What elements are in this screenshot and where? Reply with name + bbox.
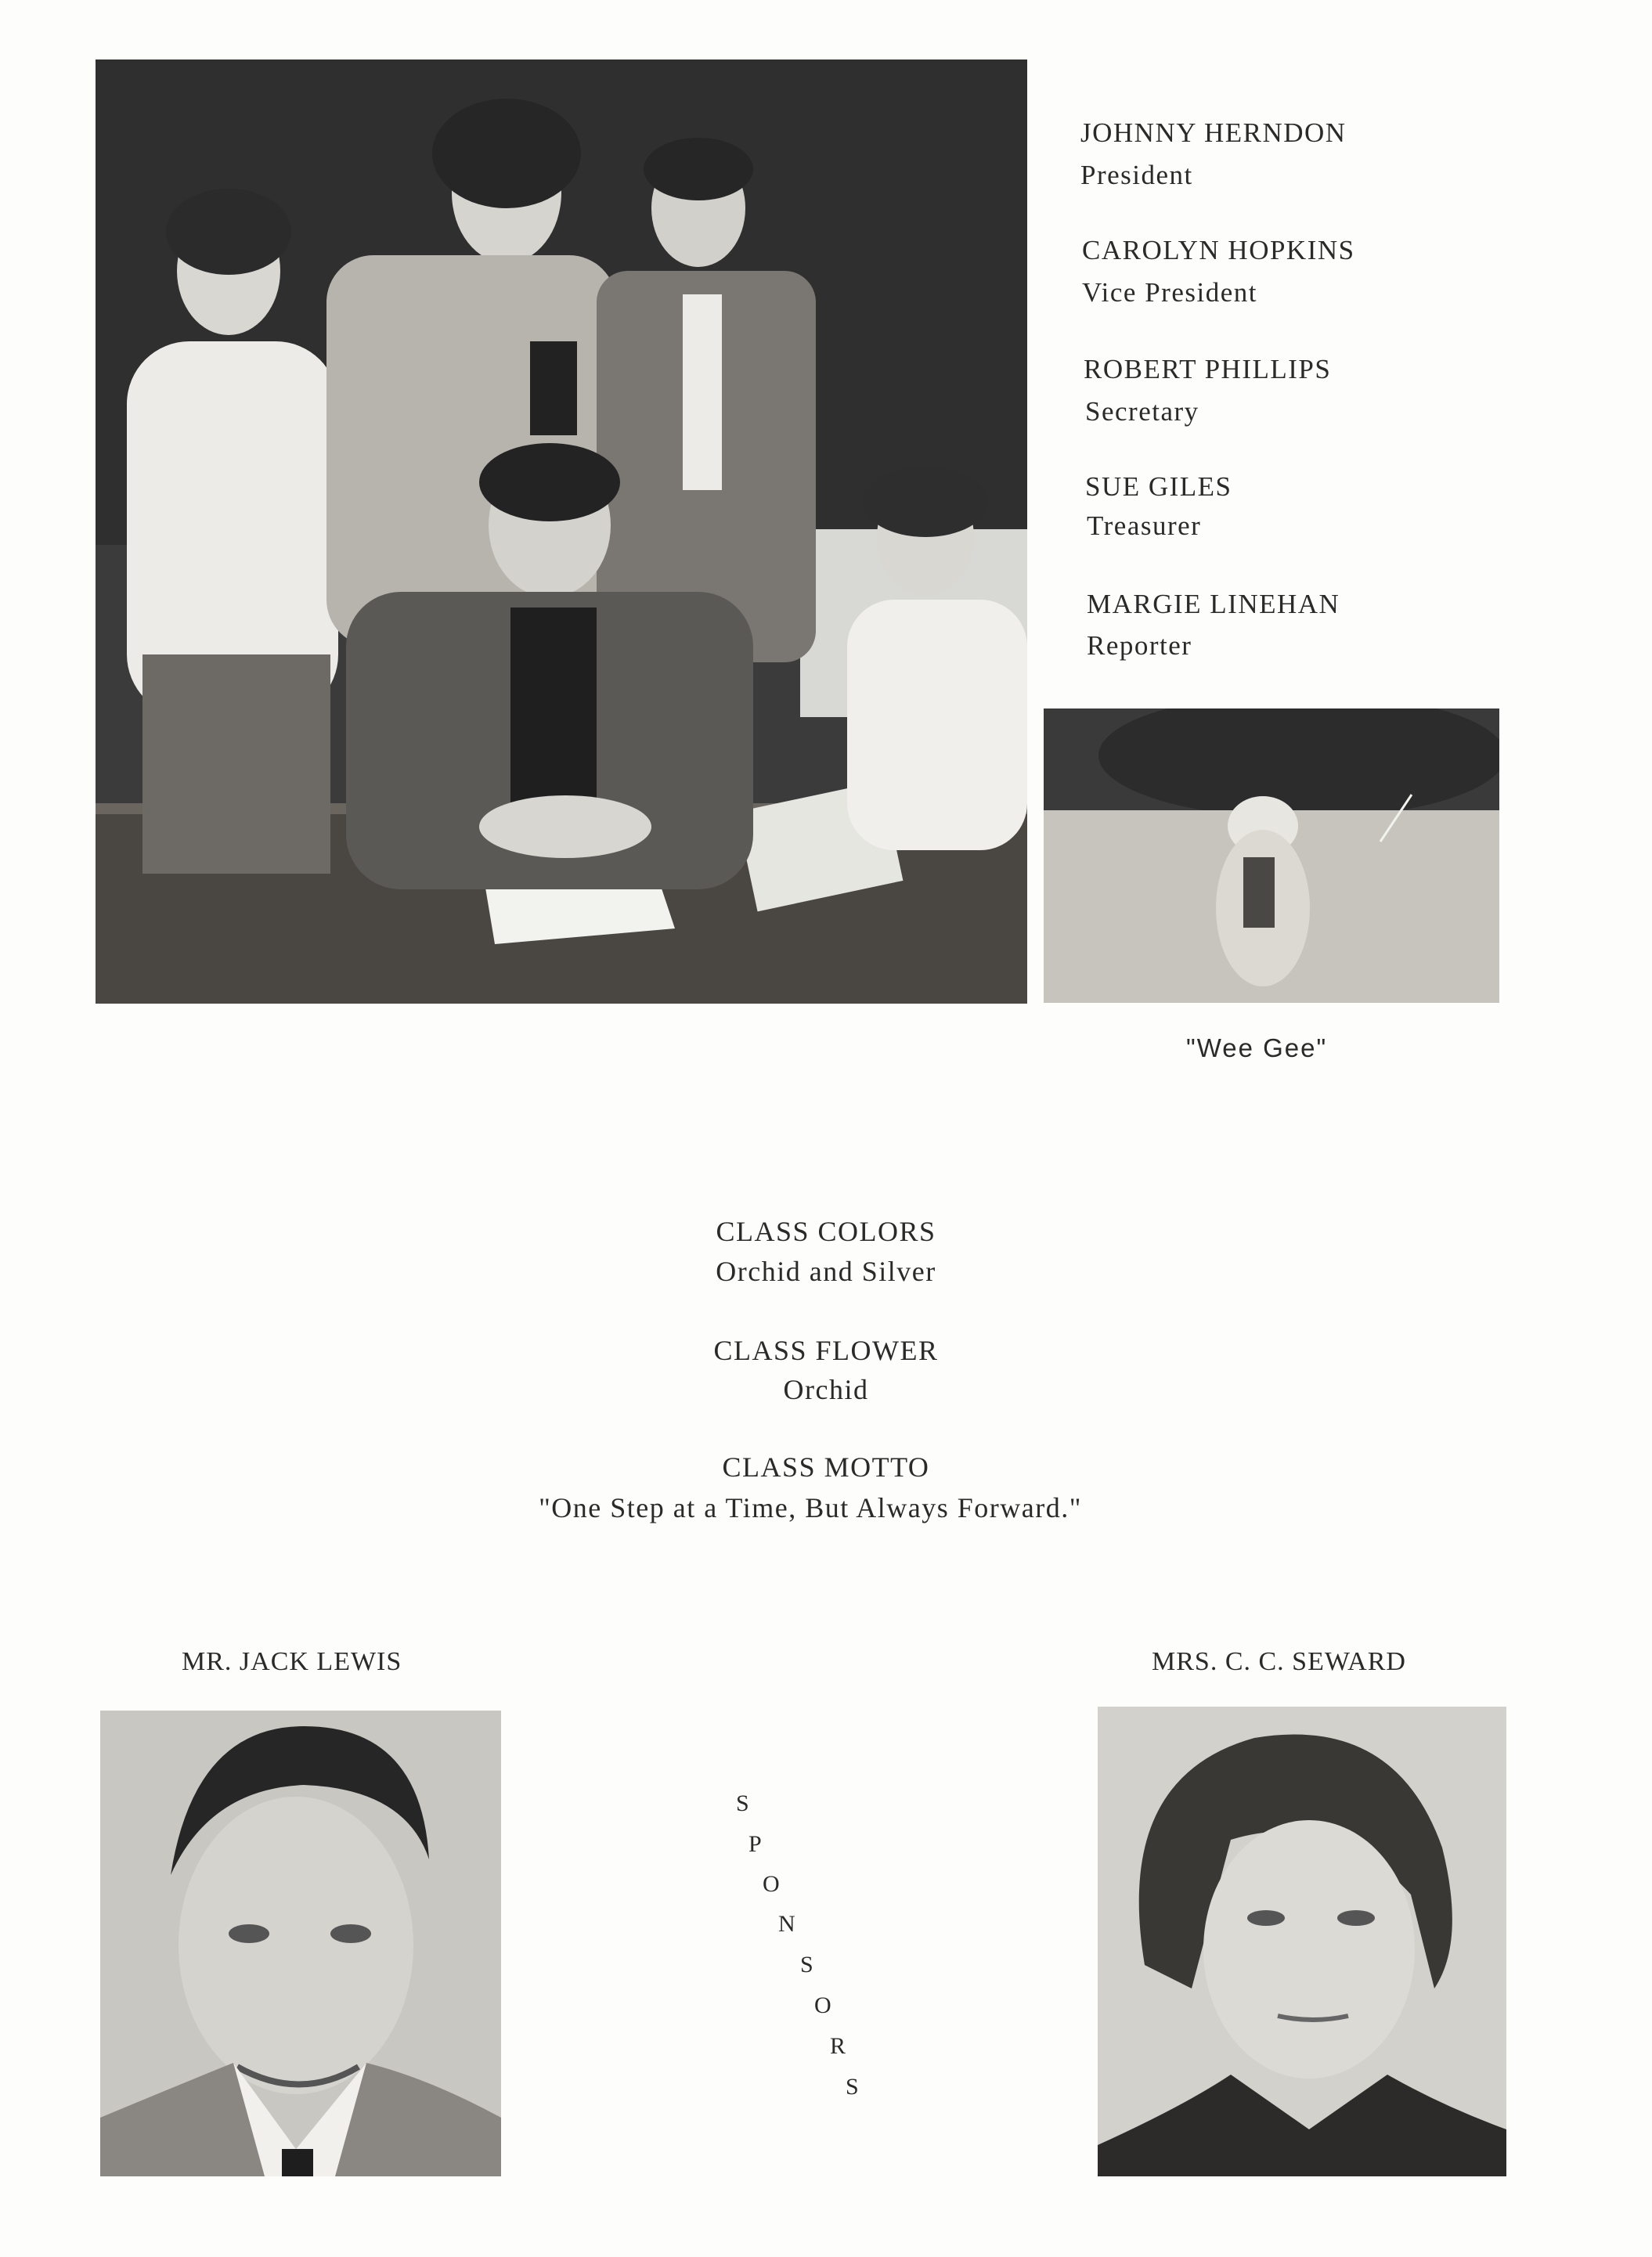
officers-group-photo	[96, 59, 1027, 1004]
mascot-dog-photo	[1044, 708, 1499, 1003]
class-colors-value: Orchid and Silver	[716, 1256, 936, 1287]
officer-name: SUE GILES	[1085, 471, 1232, 502]
mascot-caption: "Wee Gee"	[1186, 1033, 1328, 1062]
officer-name: CAROLYN HOPKINS	[1082, 235, 1355, 265]
sponsors-letter: O	[814, 1992, 831, 2018]
sponsor-right-portrait	[1098, 1707, 1506, 2176]
class-motto-value: "One Step at a Time, But Always Forward."	[539, 1492, 1082, 1523]
class-colors-heading: CLASS COLORS	[716, 1216, 936, 1247]
officer-name: JOHNNY HERNDON	[1080, 117, 1347, 148]
officer-role: Treasurer	[1087, 510, 1202, 541]
class-motto-heading: CLASS MOTTO	[722, 1451, 930, 1483]
sponsor-left-name: MR. JACK LEWIS	[182, 1647, 402, 1676]
class-flower-heading: CLASS FLOWER	[713, 1335, 939, 1366]
sponsors-letter: P	[748, 1831, 762, 1857]
officer-role: President	[1080, 160, 1193, 190]
class-flower-value: Orchid	[783, 1374, 869, 1405]
officer-role: Vice President	[1082, 277, 1257, 308]
sponsor-right-name: MRS. C. C. SEWARD	[1152, 1647, 1406, 1676]
sponsors-letter: N	[778, 1911, 795, 1937]
sponsors-letter: S	[800, 1952, 813, 1978]
sponsors-letter: O	[763, 1871, 780, 1897]
sponsor-left-portrait	[100, 1711, 501, 2176]
sponsors-letter: R	[830, 2033, 846, 2059]
sponsors-letter: S	[736, 1790, 749, 1816]
officer-name: ROBERT PHILLIPS	[1084, 354, 1332, 384]
officer-role: Secretary	[1085, 396, 1199, 427]
sponsors-letter: S	[846, 2074, 859, 2100]
officer-name: MARGIE LINEHAN	[1087, 589, 1340, 619]
officer-role: Reporter	[1087, 630, 1192, 661]
